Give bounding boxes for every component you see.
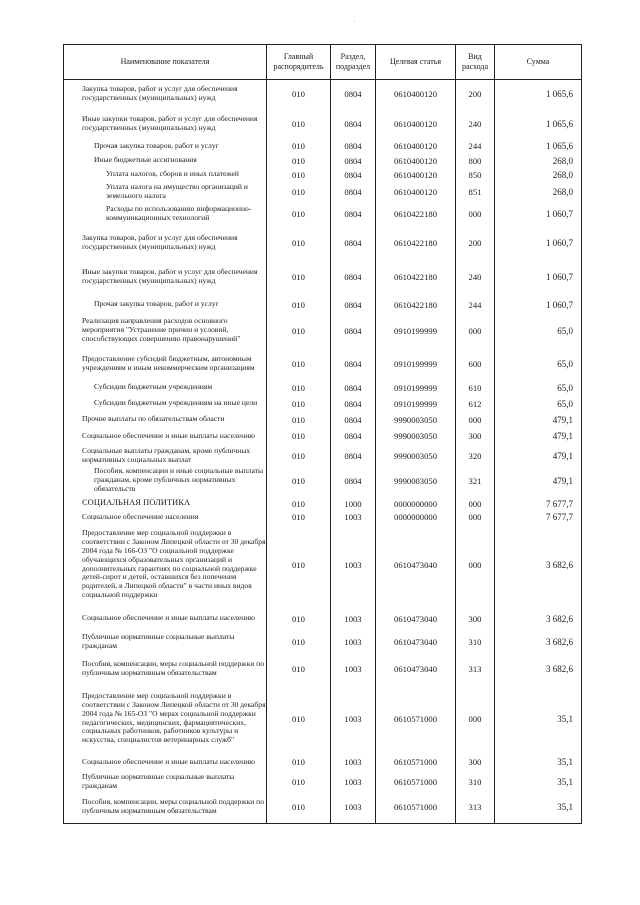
row-target-article-cell: 9990003050 xyxy=(376,466,456,496)
row-name-text: Расходы по использованию информационно-коммуникационных технологий xyxy=(106,204,252,222)
row-main-manager-cell: 010 xyxy=(267,182,331,202)
table-row xyxy=(64,512,582,523)
row-main-manager-cell: 010 xyxy=(267,347,331,381)
row-sum-cell: 1 065,6 xyxy=(495,109,582,139)
row-name-cell xyxy=(64,168,267,182)
row-section-cell: 1003 xyxy=(331,653,376,685)
row-main-manager-cell: 010 xyxy=(267,466,331,496)
row-name-text: Прочая закупка товаров, работ и услуг xyxy=(94,299,219,309)
row-target-article-cell: 9990003050 xyxy=(376,427,456,446)
row-target-article-cell: 0910199999 xyxy=(376,395,456,413)
table-row xyxy=(64,792,582,824)
row-main-manager-cell: 010 xyxy=(267,395,331,413)
row-target-article-cell: 0610473040 xyxy=(376,607,456,631)
row-expense-kind-cell: 321 xyxy=(456,466,495,496)
row-target-article-cell: 0610571000 xyxy=(376,753,456,772)
row-name-text: Пособия, компенсации и иные социальные выплаты гражданам, кроме публичных нормативных обязательств xyxy=(94,466,264,493)
row-sum-cell: 35,1 xyxy=(495,772,582,792)
row-main-manager-cell: 010 xyxy=(267,772,331,792)
row-sum-cell: 3 682,6 xyxy=(495,631,582,653)
row-section-cell: 0804 xyxy=(331,381,376,395)
table-row xyxy=(64,395,582,413)
row-section-cell: 0804 xyxy=(331,259,376,295)
row-target-article-cell: 0610422180 xyxy=(376,295,456,315)
row-sum-cell: 7 677,7 xyxy=(495,496,582,512)
row-sum-cell: 1 060,7 xyxy=(495,259,582,295)
row-expense-kind-cell: 000 xyxy=(456,512,495,523)
row-section-cell: 1003 xyxy=(331,772,376,792)
row-sum-cell: 268,0 xyxy=(495,182,582,202)
table-row xyxy=(64,496,582,512)
row-main-manager-cell: 010 xyxy=(267,607,331,631)
row-expense-kind-cell: 240 xyxy=(456,259,495,295)
row-main-manager-cell: 010 xyxy=(267,168,331,182)
row-expense-kind-cell: 244 xyxy=(456,295,495,315)
row-main-manager-cell: 010 xyxy=(267,512,331,523)
row-name-text: Предоставление мер социальной поддержки в соответствии с Законом Липецкой области от 30 декабря 2004 года № 165-ОЗ "О мерах социальной поддержки педагогических, медицинских, фармацевтических, социальных работников, работников культуры и искусства, специалистов ветеринарных служб" xyxy=(82,691,266,745)
row-name-cell xyxy=(64,381,267,395)
header-section: Раздел, подраздел xyxy=(331,45,376,80)
row-target-article-cell: 0610571000 xyxy=(376,685,456,753)
table-row xyxy=(64,427,582,446)
row-name-cell xyxy=(64,347,267,381)
table-row xyxy=(64,523,582,607)
row-name-text: Публичные нормативные социальные выплаты гражданам xyxy=(82,631,235,650)
row-section-cell: 0804 xyxy=(331,413,376,427)
row-main-manager-cell: 010 xyxy=(267,631,331,653)
row-name-text: Предоставление мер социальной поддержки в соответствии с Законом Липецкой области от 30 декабря 2004 года № 166-ОЗ "О социальной поддержке обучающихся образовательных организаций и дополнительных гарантиях по социальной поддержке детей-сирот и детей, оставшихся без попечения родителей, в Липецкой области" в части иных видов социальной поддержки xyxy=(82,528,266,599)
row-expense-kind-cell: 000 xyxy=(456,523,495,607)
row-expense-kind-cell: 310 xyxy=(456,631,495,653)
table-row xyxy=(64,653,582,685)
row-main-manager-cell: 010 xyxy=(267,413,331,427)
row-expense-kind-cell: 000 xyxy=(456,202,495,227)
row-main-manager-cell: 010 xyxy=(267,446,331,466)
table-row xyxy=(64,685,582,753)
table-row xyxy=(64,139,582,154)
row-expense-kind-cell: 800 xyxy=(456,154,495,168)
row-target-article-cell: 0610400120 xyxy=(376,139,456,154)
row-sum-cell: 7 677,7 xyxy=(495,512,582,523)
table-row xyxy=(64,631,582,653)
row-name-cell xyxy=(64,631,267,653)
row-section-cell: 1003 xyxy=(331,523,376,607)
row-main-manager-cell: 010 xyxy=(267,427,331,446)
row-sum-cell: 479,1 xyxy=(495,466,582,496)
row-name-cell xyxy=(64,154,267,168)
row-expense-kind-cell: 000 xyxy=(456,413,495,427)
row-name-cell xyxy=(64,80,267,109)
table-row xyxy=(64,227,582,259)
row-name-cell xyxy=(64,772,267,792)
row-section-cell: 0804 xyxy=(331,154,376,168)
row-name-text: Социальные выплаты гражданам, кроме публичных нормативных социальных выплат xyxy=(82,445,251,464)
row-name-text: Социальное обеспечение и иные выплаты населению xyxy=(82,756,255,766)
row-section-cell: 0804 xyxy=(331,139,376,154)
row-target-article-cell: 0000000000 xyxy=(376,496,456,512)
row-name-text: Социальное обеспечение населения xyxy=(82,511,199,521)
table-row xyxy=(64,202,582,227)
row-section-cell: 1000 xyxy=(331,496,376,512)
row-main-manager-cell: 010 xyxy=(267,154,331,168)
row-target-article-cell: 0610473040 xyxy=(376,523,456,607)
row-sum-cell: 1 060,7 xyxy=(495,202,582,227)
row-main-manager-cell: 010 xyxy=(267,109,331,139)
row-expense-kind-cell: 200 xyxy=(456,227,495,259)
row-expense-kind-cell: 240 xyxy=(456,109,495,139)
row-name-cell xyxy=(64,315,267,347)
row-sum-cell: 479,1 xyxy=(495,427,582,446)
row-name-cell xyxy=(64,395,267,413)
header-name: Наименование показателя xyxy=(64,45,267,80)
row-expense-kind-cell: 320 xyxy=(456,446,495,466)
row-target-article-cell: 0610571000 xyxy=(376,792,456,824)
row-expense-kind-cell: 300 xyxy=(456,427,495,446)
table-row xyxy=(64,413,582,427)
row-section-cell: 0804 xyxy=(331,109,376,139)
row-name-cell xyxy=(64,512,267,523)
row-sum-cell: 35,1 xyxy=(495,753,582,772)
row-sum-cell: 268,0 xyxy=(495,168,582,182)
row-section-cell: 0804 xyxy=(331,202,376,227)
row-expense-kind-cell: 000 xyxy=(456,496,495,512)
row-name-cell xyxy=(64,446,267,466)
row-target-article-cell: 0610571000 xyxy=(376,772,456,792)
row-sum-cell: 1 060,7 xyxy=(495,295,582,315)
table-row xyxy=(64,154,582,168)
row-name-text: Прочая закупка товаров, работ и услуг xyxy=(94,140,219,150)
row-name-cell xyxy=(64,109,267,139)
row-section-cell: 1003 xyxy=(331,631,376,653)
row-name-cell xyxy=(64,792,267,824)
row-main-manager-cell: 010 xyxy=(267,295,331,315)
row-main-manager-cell: 010 xyxy=(267,653,331,685)
row-section-cell: 1003 xyxy=(331,512,376,523)
row-main-manager-cell: 010 xyxy=(267,202,331,227)
row-main-manager-cell: 010 xyxy=(267,259,331,295)
row-main-manager-cell: 010 xyxy=(267,227,331,259)
table-row xyxy=(64,466,582,496)
row-section-cell: 0804 xyxy=(331,347,376,381)
row-section-cell: 0804 xyxy=(331,315,376,347)
row-expense-kind-cell: 000 xyxy=(456,315,495,347)
row-section-cell: 0804 xyxy=(331,80,376,109)
row-target-article-cell: 9990003050 xyxy=(376,446,456,466)
row-name-cell xyxy=(64,653,267,685)
row-expense-kind-cell: 600 xyxy=(456,347,495,381)
row-name-text: Уплата налогов, сборов и иных платежей xyxy=(106,169,239,179)
row-sum-cell: 65,0 xyxy=(495,395,582,413)
row-main-manager-cell: 010 xyxy=(267,496,331,512)
row-name-text: Закупка товаров, работ и услуг для обеспечения государственных (муниципальных) нужд xyxy=(82,84,238,103)
row-sum-cell: 1 065,6 xyxy=(495,80,582,109)
row-section-cell: 0804 xyxy=(331,466,376,496)
row-name-text: Иные бюджетные ассигнования xyxy=(94,155,197,165)
row-target-article-cell: 0910199999 xyxy=(376,315,456,347)
table-header-row xyxy=(64,45,582,80)
row-name-cell xyxy=(64,182,267,202)
row-name-text: Закупка товаров, работ и услуг для обеспечения государственных (муниципальных) нужд xyxy=(82,232,238,251)
row-main-manager-cell: 010 xyxy=(267,80,331,109)
row-target-article-cell: 9990003050 xyxy=(376,413,456,427)
row-name-cell xyxy=(64,227,267,259)
table-row xyxy=(64,80,582,109)
row-expense-kind-cell: 313 xyxy=(456,792,495,824)
row-target-article-cell: 0610473040 xyxy=(376,653,456,685)
row-main-manager-cell: 010 xyxy=(267,685,331,753)
row-name-text: Уплата налога на имущество организаций и земельного налога xyxy=(106,181,248,200)
row-section-cell: 0804 xyxy=(331,446,376,466)
row-section-cell: 0804 xyxy=(331,295,376,315)
row-target-article-cell: 0610422180 xyxy=(376,202,456,227)
row-name-text: Пособия, компенсации, меры социальной поддержки по публичным нормативным обязательствам xyxy=(82,658,265,677)
row-sum-cell: 65,0 xyxy=(495,315,582,347)
row-main-manager-cell: 010 xyxy=(267,523,331,607)
row-sum-cell: 35,1 xyxy=(495,685,582,753)
row-target-article-cell: 0610473040 xyxy=(376,631,456,653)
header-sum: Сумма xyxy=(495,45,582,80)
row-expense-kind-cell: 610 xyxy=(456,381,495,395)
table-row xyxy=(64,753,582,772)
header-target-article: Целевая статья xyxy=(376,45,456,80)
row-expense-kind-cell: 851 xyxy=(456,182,495,202)
row-sum-cell: 1 065,6 xyxy=(495,139,582,154)
row-name-text: Прочие выплаты по обязательствам области xyxy=(82,414,225,424)
row-name-text: Пособия, компенсации, меры социальной поддержки по публичным нормативным обязательствам xyxy=(82,797,265,816)
row-main-manager-cell: 010 xyxy=(267,139,331,154)
row-section-cell: 1003 xyxy=(331,792,376,824)
row-name-text: Иные закупки товаров, работ и услуг для обеспечения государственных (муниципальных) нужд xyxy=(82,113,258,132)
row-name-cell xyxy=(64,523,267,607)
row-name-cell xyxy=(64,295,267,315)
row-name-text: СОЦИАЛЬНАЯ ПОЛИТИКА xyxy=(82,498,191,508)
row-expense-kind-cell: 000 xyxy=(456,685,495,753)
row-name-text: Реализация направления расходов основного мероприятия "Устранение причин и условий, способствующих совершению правонарушений" xyxy=(82,316,241,343)
row-name-cell xyxy=(64,202,267,227)
table-row xyxy=(64,109,582,139)
row-name-text: Субсидии бюджетным учреждениям на иные цели xyxy=(94,398,258,408)
table-row xyxy=(64,347,582,381)
row-name-cell xyxy=(64,139,267,154)
row-sum-cell: 35,1 xyxy=(495,792,582,824)
row-sum-cell: 3 682,6 xyxy=(495,523,582,607)
row-section-cell: 1003 xyxy=(331,753,376,772)
row-sum-cell: 3 682,6 xyxy=(495,653,582,685)
row-sum-cell: 3 682,6 xyxy=(495,607,582,631)
page-mark: . xyxy=(354,18,356,24)
table-row xyxy=(64,315,582,347)
row-name-cell xyxy=(64,685,267,753)
row-name-cell xyxy=(64,466,267,496)
row-section-cell: 0804 xyxy=(331,227,376,259)
row-section-cell: 0804 xyxy=(331,182,376,202)
row-expense-kind-cell: 313 xyxy=(456,653,495,685)
row-target-article-cell: 0610400120 xyxy=(376,168,456,182)
row-section-cell: 0804 xyxy=(331,168,376,182)
table-row xyxy=(64,295,582,315)
budget-table xyxy=(63,44,582,824)
row-name-cell xyxy=(64,427,267,446)
row-target-article-cell: 0000000000 xyxy=(376,512,456,523)
row-sum-cell: 268,0 xyxy=(495,154,582,168)
header-main-manager: Главный распорядитель xyxy=(267,45,331,80)
row-expense-kind-cell: 200 xyxy=(456,80,495,109)
row-expense-kind-cell: 612 xyxy=(456,395,495,413)
row-expense-kind-cell: 300 xyxy=(456,607,495,631)
row-target-article-cell: 0610400120 xyxy=(376,109,456,139)
row-sum-cell: 1 060,7 xyxy=(495,227,582,259)
row-name-cell xyxy=(64,259,267,295)
row-name-cell xyxy=(64,496,267,512)
row-sum-cell: 65,0 xyxy=(495,381,582,395)
row-target-article-cell: 0610422180 xyxy=(376,259,456,295)
row-name-text: Предоставление субсидий бюджетным, автономным учреждениям и иным некоммерческим организациям xyxy=(82,353,255,372)
row-name-text: Социальное обеспечение и иные выплаты населению xyxy=(82,430,255,440)
row-section-cell: 0804 xyxy=(331,395,376,413)
row-name-text: Иные закупки товаров, работ и услуг для обеспечения государственных (муниципальных) нужд xyxy=(82,266,258,285)
row-expense-kind-cell: 300 xyxy=(456,753,495,772)
row-sum-cell: 479,1 xyxy=(495,413,582,427)
row-main-manager-cell: 010 xyxy=(267,792,331,824)
row-target-article-cell: 0610400120 xyxy=(376,154,456,168)
table-row xyxy=(64,381,582,395)
table-row xyxy=(64,168,582,182)
header-expense-kind: Вид расхода xyxy=(456,45,495,80)
row-name-text: Публичные нормативные социальные выплаты гражданам xyxy=(82,771,235,790)
row-section-cell: 1003 xyxy=(331,607,376,631)
row-expense-kind-cell: 310 xyxy=(456,772,495,792)
table-row xyxy=(64,182,582,202)
row-main-manager-cell: 010 xyxy=(267,315,331,347)
row-target-article-cell: 0610422180 xyxy=(376,227,456,259)
row-section-cell: 0804 xyxy=(331,427,376,446)
table-row xyxy=(64,772,582,792)
row-main-manager-cell: 010 xyxy=(267,381,331,395)
table-row xyxy=(64,259,582,295)
row-section-cell: 1003 xyxy=(331,685,376,753)
row-target-article-cell: 0910199999 xyxy=(376,347,456,381)
row-target-article-cell: 0610400120 xyxy=(376,182,456,202)
row-main-manager-cell: 010 xyxy=(267,753,331,772)
row-sum-cell: 65,0 xyxy=(495,347,582,381)
row-target-article-cell: 0610400120 xyxy=(376,80,456,109)
row-target-article-cell: 0910199999 xyxy=(376,381,456,395)
row-sum-cell: 479,1 xyxy=(495,446,582,466)
row-expense-kind-cell: 244 xyxy=(456,139,495,154)
row-name-cell xyxy=(64,607,267,631)
row-name-text: Социальное обеспечение и иные выплаты населению xyxy=(82,613,255,623)
row-name-cell xyxy=(64,413,267,427)
row-expense-kind-cell: 850 xyxy=(456,168,495,182)
table-row xyxy=(64,607,582,631)
row-name-text: Субсидии бюджетным учреждениям xyxy=(94,382,213,392)
table-row xyxy=(64,446,582,466)
row-name-cell xyxy=(64,753,267,772)
